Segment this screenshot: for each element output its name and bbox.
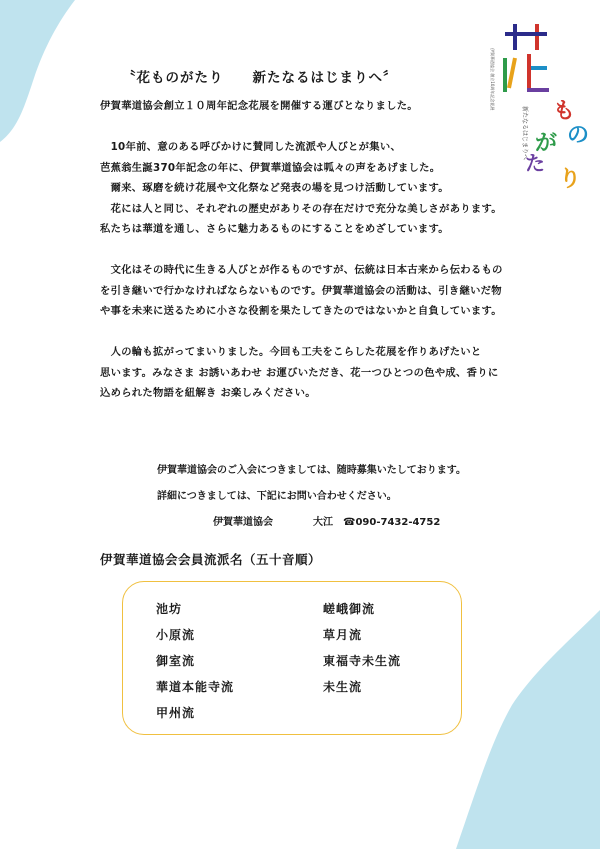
- school-roster-box: [122, 581, 462, 735]
- school-item: 草月流: [323, 628, 363, 642]
- school-item: 東福寺未生流: [323, 654, 402, 668]
- logo-char-mo: も: [553, 99, 576, 124]
- membership-line: 伊賀華道協会のご入会につきましては、随時募集いたしております。: [157, 465, 466, 476]
- contact-info: [157, 510, 466, 536]
- school-item: 小原流: [156, 628, 196, 642]
- paragraph-invitation: 人の輪も拡がってまいりました。今回も工夫をこらした花展を作りあげたいと 思います。みなさま お誘いあわせ お運びいただき、花一つひとつの色や成、香りに 込められた物語を紐解き お楽しみください。: [100, 346, 499, 399]
- school-item: 華道本能寺流: [156, 680, 235, 694]
- school-item: 池坊: [156, 602, 183, 616]
- page-title: 〝花ものがたり 新たなるはじまりへ〞: [122, 70, 398, 86]
- logo-char-no: の: [567, 123, 590, 148]
- membership-contact: [157, 458, 466, 536]
- school-item: 未生流: [323, 680, 363, 694]
- school-item: 嵯峨御流: [323, 602, 376, 616]
- top-left-wave: [0, 0, 75, 142]
- roster-heading: 伊賀華道協会会員流派名（五十音順）: [100, 552, 322, 567]
- paragraph-culture: 文化はその時代に生きる人びとが作るものですが、伝統は日本古来から伝わるもの を引き継いで行かなければならないものです。伊賀華道協会の活動は、引き継いだ物 や事を未来に送るために小さな役割を果たしてきたのではないかと自負しています。: [100, 264, 503, 317]
- logo-subtitle: 新たなるはじまりへ: [521, 106, 528, 161]
- contact-person: 大江: [313, 517, 333, 528]
- logo-flower-glyph: [503, 24, 549, 92]
- school-item: 御室流: [156, 654, 196, 668]
- logo-char-ga: が: [535, 131, 558, 156]
- inquiry-line: 詳細につきましては、下記にお問い合わせください。: [157, 491, 397, 502]
- logo-char-ri: り: [559, 167, 582, 192]
- logo-small-caption: 伊賀華道協会 創立10周年記念花展: [490, 48, 495, 111]
- message-body: [100, 96, 540, 424]
- paragraph-intro: 伊賀華道協会創立１０周年記念花展を開催する運びとなりました。: [100, 100, 418, 112]
- contact-phone: ☎090-7432-4752: [343, 517, 441, 528]
- contact-org: 伊賀華道協会: [213, 517, 273, 528]
- bottom-right-wave: [456, 610, 600, 849]
- school-item: 甲州流: [156, 706, 196, 720]
- logo-char-ta: た: [525, 151, 545, 175]
- paragraph-history: 10年前、意のある呼びかけに賛同した流派や人びとが集い、 芭蕉翁生誕370年記念の年に、伊賀華道協会は呱々の声をあげました。 爾来、琢磨を続け花展や文化祭など発表の場を見つけ活動しています。 花には人と同じ、それぞれの歴史がありその存在だけで充分な美しさがあります。 私たちは華道を通し、さらに魅力あるものにすることをめざしています。: [100, 141, 502, 235]
